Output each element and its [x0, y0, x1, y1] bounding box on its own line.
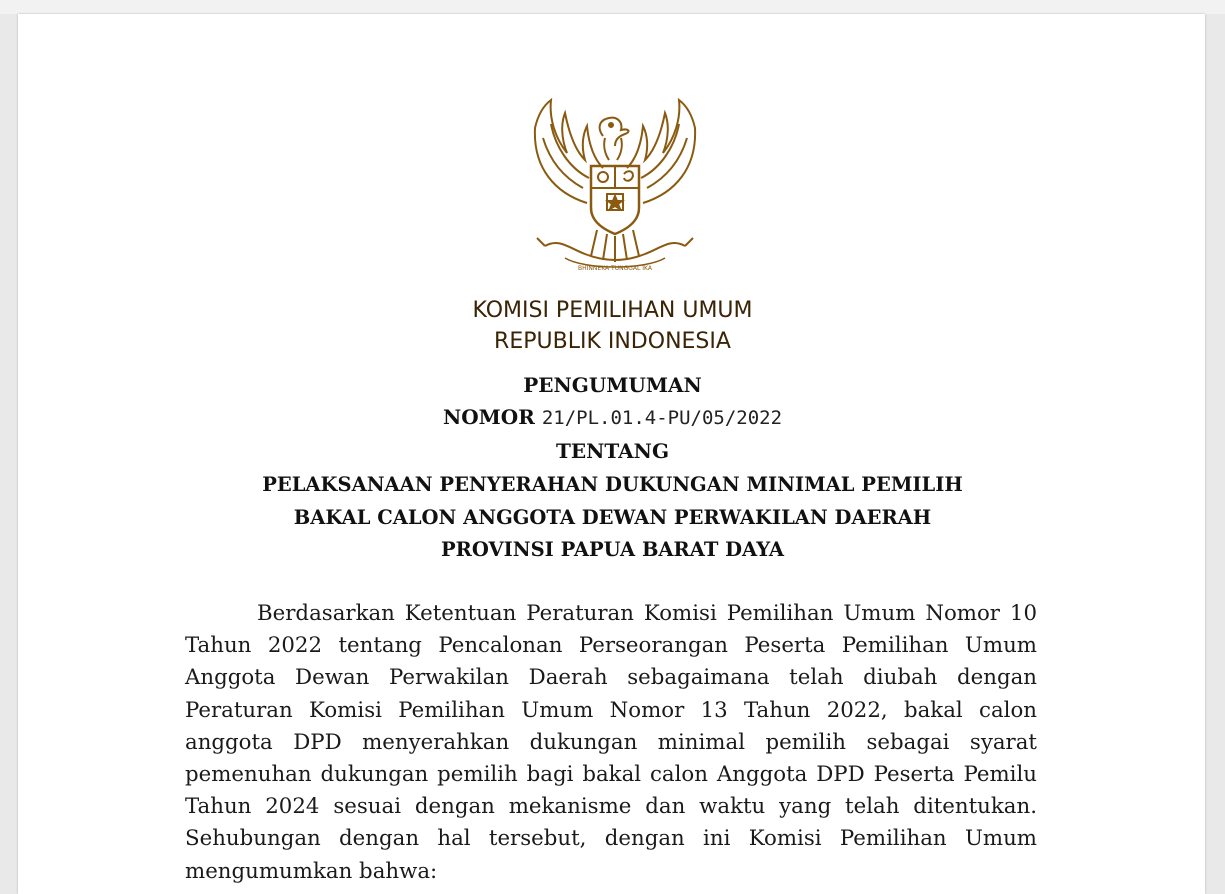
document-number	[0, 405, 1225, 429]
garuda-emblem-icon	[525, 98, 705, 288]
emblem-motto: BHINNEKA TUNGGAL IKA	[578, 265, 652, 272]
body-paragraph: Berdasarkan Ketentuan Peraturan Komisi Pemilihan Umum Nomor 10 Tahun 2022 tentang Pencalonan Perseorangan Peserta Pemilihan Umum Anggota Dewan Perwakilan Daerah sebagaimana telah diubah dengan Peraturan Komisi Pemilihan Umum Nomor 13 Tahun 2022, bakal calon anggota DPD menyerahkan dukungan minimal pemilih sebagai syarat pemenuhan dukungan pemilih bagi bakal calon Anggota DPD Peserta Pemilu Tahun 2024 sesuai dengan mekanisme dan waktu yang telah ditentukan. Sehubungan dengan hal tersebut, dengan ini Komisi Pemilihan Umum mengumumkan bahwa:	[185, 601, 1037, 884]
number-label: NOMOR	[442, 405, 535, 429]
organization-name: KOMISI PEMILIHAN UMUM	[472, 298, 753, 323]
viewer-top-bar	[0, 0, 1225, 14]
subject-line-3: PROVINSI PAPUA BARAT DAYA	[441, 538, 784, 561]
subject-line-2: BAKAL CALON ANGGOTA DEWAN PERWAKILAN DAERAH	[293, 506, 932, 529]
subject-line-1: PELAKSANAAN PENYERAHAN DUKUNGAN MINIMAL PEMILIH	[262, 473, 963, 496]
number-value: 21/PL.01.4-PU/05/2022	[541, 407, 783, 429]
organization-country: REPUBLIK INDONESIA	[494, 329, 731, 354]
about-label: TENTANG	[555, 439, 670, 463]
document-title: PENGUMUMAN	[523, 373, 702, 397]
